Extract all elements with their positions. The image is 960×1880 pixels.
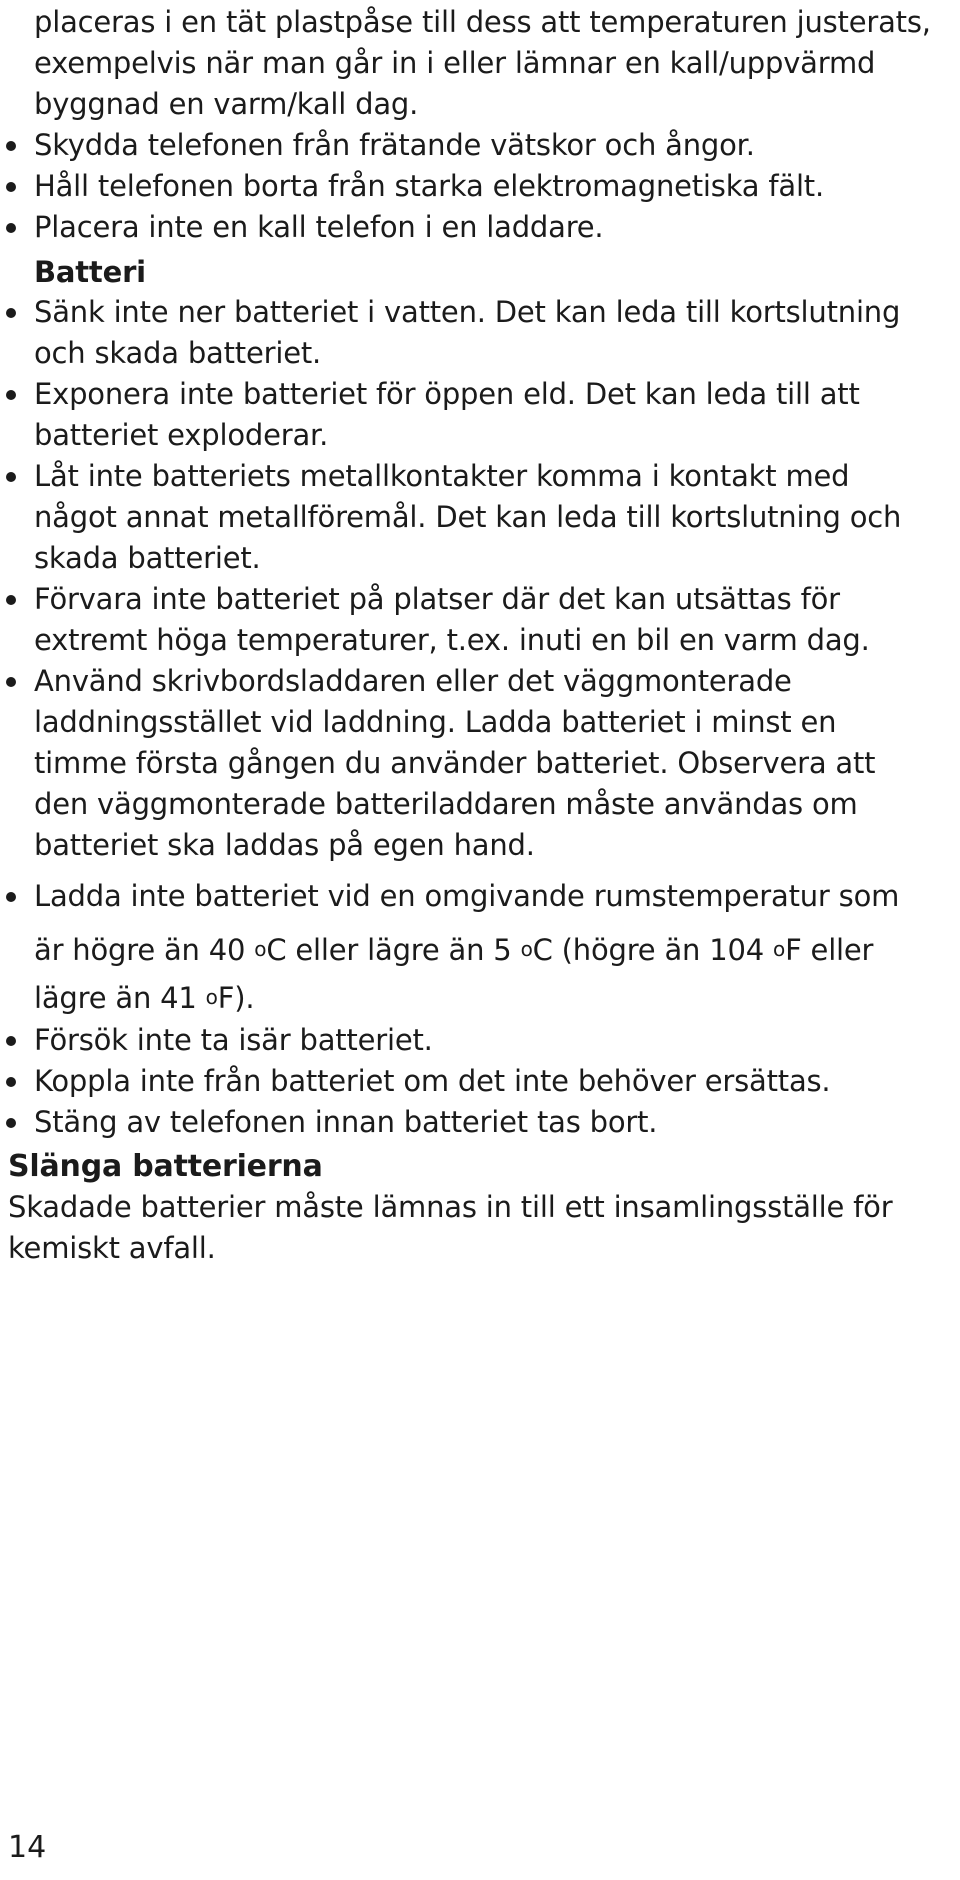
degree-superscript: o: [205, 985, 218, 1009]
degree-superscript: o: [254, 937, 267, 961]
bullet-item: Förvara inte batteriet på platser där det kan utsättas för: [0, 579, 931, 620]
bullet-icon: [6, 141, 16, 151]
battery-heading: Batteri: [34, 255, 146, 289]
bullet-icon: [6, 1036, 16, 1046]
page-number: 14: [8, 1830, 47, 1865]
text-line: Skadade batterier måste lämnas in till ett insamlingsställe för: [8, 1190, 893, 1224]
bullet-icon: [6, 182, 16, 192]
text-line: lägre än 41 $^o$F).: [34, 981, 255, 1015]
bullet-item: Exponera inte batteriet för öppen eld. Det kan leda till att: [0, 374, 931, 415]
disposal-heading: Slänga batterierna: [8, 1149, 323, 1184]
bullet-icon: [6, 308, 16, 318]
bullet-icon: [6, 595, 16, 605]
text-line: laddningsstället vid laddning. Ladda batteriet i minst en: [34, 705, 837, 739]
bullet-icon: [6, 1077, 16, 1087]
bullet-item: Stäng av telefonen innan batteriet tas bort.: [0, 1102, 931, 1143]
bullet-item: Sänk inte ner batteriet i vatten. Det kan leda till kortslutning: [0, 292, 931, 333]
bullet-icon: [6, 472, 16, 482]
bullet-icon: [6, 390, 16, 400]
degree-superscript: o: [520, 937, 533, 961]
bullet-icon: [6, 1118, 16, 1128]
bullet-icon: [6, 892, 16, 902]
bullet-item: Placera inte en kall telefon i en laddare.: [0, 207, 931, 248]
bullet-item: Håll telefonen borta från starka elektromagnetiska fält.: [0, 166, 931, 207]
text-line: extremt höga temperaturer, t.ex. inuti en bil en varm dag.: [34, 623, 870, 657]
text-line: kemiskt avfall.: [8, 1231, 216, 1265]
text-line: är högre än 40 $^o$C eller lägre än 5 $^o$C (högre än 104 $^o$F eller: [34, 933, 874, 967]
text-line: den väggmonterade batteriladdaren måste användas om: [34, 787, 858, 821]
bullet-item: Låt inte batteriets metallkontakter komma i kontakt med: [0, 456, 931, 497]
degree-superscript: o: [773, 937, 786, 961]
bullet-item: Försök inte ta isär batteriet.: [0, 1020, 931, 1061]
text-line: byggnad en varm/kall dag.: [34, 87, 419, 121]
text-line: något annat metallföremål. Det kan leda till kortslutning och: [34, 500, 902, 534]
text-line: och skada batteriet.: [34, 336, 322, 370]
bullet-item: Koppla inte från batteriet om det inte behöver ersättas.: [0, 1061, 931, 1102]
text-line: exempelvis när man går in i eller lämnar en kall/uppvärmd: [34, 46, 876, 80]
page-text: [8, 2, 931, 1269]
bullet-item: Ladda inte batteriet vid en omgivande rumstemperatur som: [0, 876, 931, 924]
text-line: batteriet exploderar.: [34, 418, 329, 452]
bullet-item: Skydda telefonen från frätande vätskor och ångor.: [0, 125, 931, 166]
text-line: skada batteriet.: [34, 541, 261, 575]
bullet-item: Använd skrivbordsladdaren eller det väggmonterade: [0, 661, 931, 702]
text-line: timme första gången du använder batteriet. Observera att: [34, 746, 876, 780]
text-line: placeras i en tät plastpåse till dess att temperaturen justerats,: [34, 5, 931, 39]
text-line: batteriet ska laddas på egen hand.: [34, 828, 535, 862]
bullet-icon: [6, 677, 16, 687]
bullet-icon: [6, 223, 16, 233]
